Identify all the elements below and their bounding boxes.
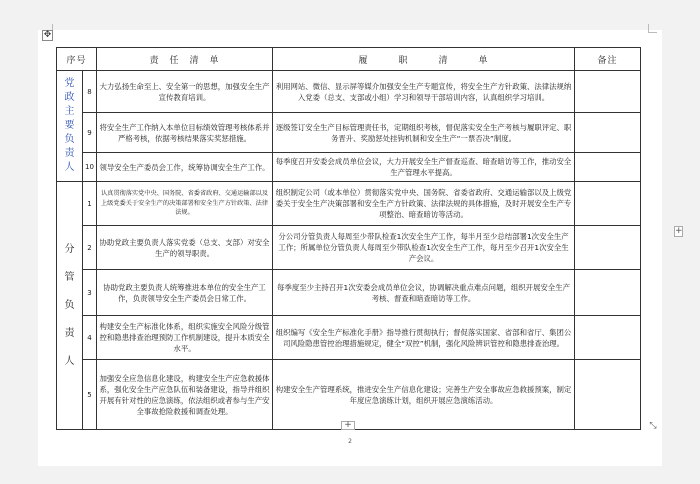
table-row xyxy=(57,182,641,226)
remarks-cell xyxy=(575,270,641,316)
table-row xyxy=(57,360,641,430)
header-seq: 序号 xyxy=(57,48,97,71)
group-label-party-leader: 党 政 主 要 负 责 人 xyxy=(57,71,83,182)
table-row xyxy=(57,316,641,360)
row-number: 8 xyxy=(83,71,97,113)
row-number: 3 xyxy=(83,270,97,316)
table-row xyxy=(57,153,641,182)
table-row xyxy=(57,113,641,153)
duty-cell: 每季度召开安委会成员单位会议，大力开展安全生产督查巡查、暗查暗访等工作，推动安全生产管理水平提高。 xyxy=(273,153,575,182)
row-number: 9 xyxy=(83,113,97,153)
header-responsibility: 责 任 清 单 xyxy=(97,48,273,71)
header-duties: 履 职 清 单 xyxy=(273,48,575,71)
table-move-handle-icon[interactable]: ✥ xyxy=(43,30,52,40)
row-number: 2 xyxy=(83,226,97,270)
remarks-cell xyxy=(575,153,641,182)
row-number: 5 xyxy=(83,360,97,430)
table-row xyxy=(57,71,641,113)
table-header-row xyxy=(57,48,641,71)
duty-cell: 每季度至少主持召开1次安委会成员单位会议，协调解决重点难点问题，组织开展安全生产考核、督查和暗查暗访等工作。 xyxy=(273,270,575,316)
row-number: 1 xyxy=(83,182,97,226)
responsibility-cell: 协助党政主要负责人统筹推进本单位的安全生产工作，负责领导安全生产委员会日常工作。 xyxy=(97,270,273,316)
responsibility-cell: 领导安全生产委员会工作，统筹协调安全生产工作。 xyxy=(97,153,273,182)
group-label-deputy-leader: 分 管 负 责 人 xyxy=(57,182,83,430)
remarks-cell xyxy=(575,71,641,113)
page-number: 2 xyxy=(348,438,352,445)
duty-cell: 构建安全生产管理系统，推进安全生产信息化建设；完善生产安全事故应急救援预案，制定年度应急演练计划，组织开展应急演练活动。 xyxy=(273,360,575,430)
responsibility-cell: 大力弘扬生命至上、安全第一的思想，加强安全生产宣传教育培训。 xyxy=(97,71,273,113)
remarks-cell xyxy=(575,360,641,430)
duty-cell: 利用网站、微信、显示屏等媒介加强安全生产专题宣传，将安全生产方针政策、法律法规纳入党委（总支、支部或小组）学习和领导干部培训内容，认真组织学习培训。 xyxy=(273,71,575,113)
remarks-cell xyxy=(575,113,641,153)
table-row xyxy=(57,270,641,316)
duty-cell: 逐级签订安全生产目标管理责任书，定期组织考核，督促落实安全生产考核与履职评定、职务晋升、奖励惩处挂钩机制和安全生产“一票否决”制度。 xyxy=(273,113,575,153)
table-row xyxy=(57,226,641,270)
row-number: 4 xyxy=(83,316,97,360)
remarks-cell xyxy=(575,182,641,226)
responsibility-cell: 将安全生产工作纳入本单位目标绩效管理考核体系并严格考核，依据考核结果落实奖惩措施。 xyxy=(97,113,273,153)
duty-cell: 分公司分管负责人每周至少带队检查1次安全生产工作，每半月至少总结部署1次安全生产工作；所属单位分管负责人每周至少带队检查1次安全生产工作，每月至少召开1次安全生产会议。 xyxy=(273,226,575,270)
header-remarks: 备注 xyxy=(575,48,641,71)
remarks-cell xyxy=(575,316,641,360)
responsibility-cell: 协助党政主要负责人落实党委（总支、支部）对安全生产的领导职责。 xyxy=(97,226,273,270)
remarks-cell xyxy=(575,226,641,270)
row-number: 10 xyxy=(83,153,97,182)
add-row-icon[interactable]: + xyxy=(341,421,355,430)
page-corner-mark xyxy=(648,24,657,33)
responsibility-cell: 认真贯彻落实党中央、国务院、省委省政府、交通运输部以及上级党委关于安全生产的决策部署和安全生产方针政策、法律法规。 xyxy=(97,182,273,226)
add-column-icon[interactable]: + xyxy=(675,226,683,236)
duty-cell: 组织编写《安全生产标准化手册》指导推行贯彻执行；督促落实国家、省部和省厅、集团公司风险隐患管控治理措施规定，健全“双控”机制，强化风险辨识管控和隐患排查治理。 xyxy=(273,316,575,360)
responsibility-cell: 构建安全生产标准化体系，组织实施安全风险分级管控和隐患排查治理预防工作机制建设，提升本质安全水平。 xyxy=(97,316,273,360)
responsibility-table xyxy=(56,47,641,430)
table-resize-icon[interactable]: ⤡ xyxy=(649,421,657,431)
duty-cell: 组织制定公司（或本单位）贯彻落实党中央、国务院、省委省政府、交通运输部以及上级党委关于安全生产决策部署和安全生产方针政策、法律法规的具体措施，及时开展安全生产专项整治、暗查暗访等活动。 xyxy=(273,182,575,226)
responsibility-cell: 加强安全应急信息化建设，构建安全生产应急救援体系，强化安全生产应急队伍和装备建设，指导并组织开展有针对性的应急演练，依法组织或者参与生产安全事故抢险救援和调查处理。 xyxy=(97,360,273,430)
